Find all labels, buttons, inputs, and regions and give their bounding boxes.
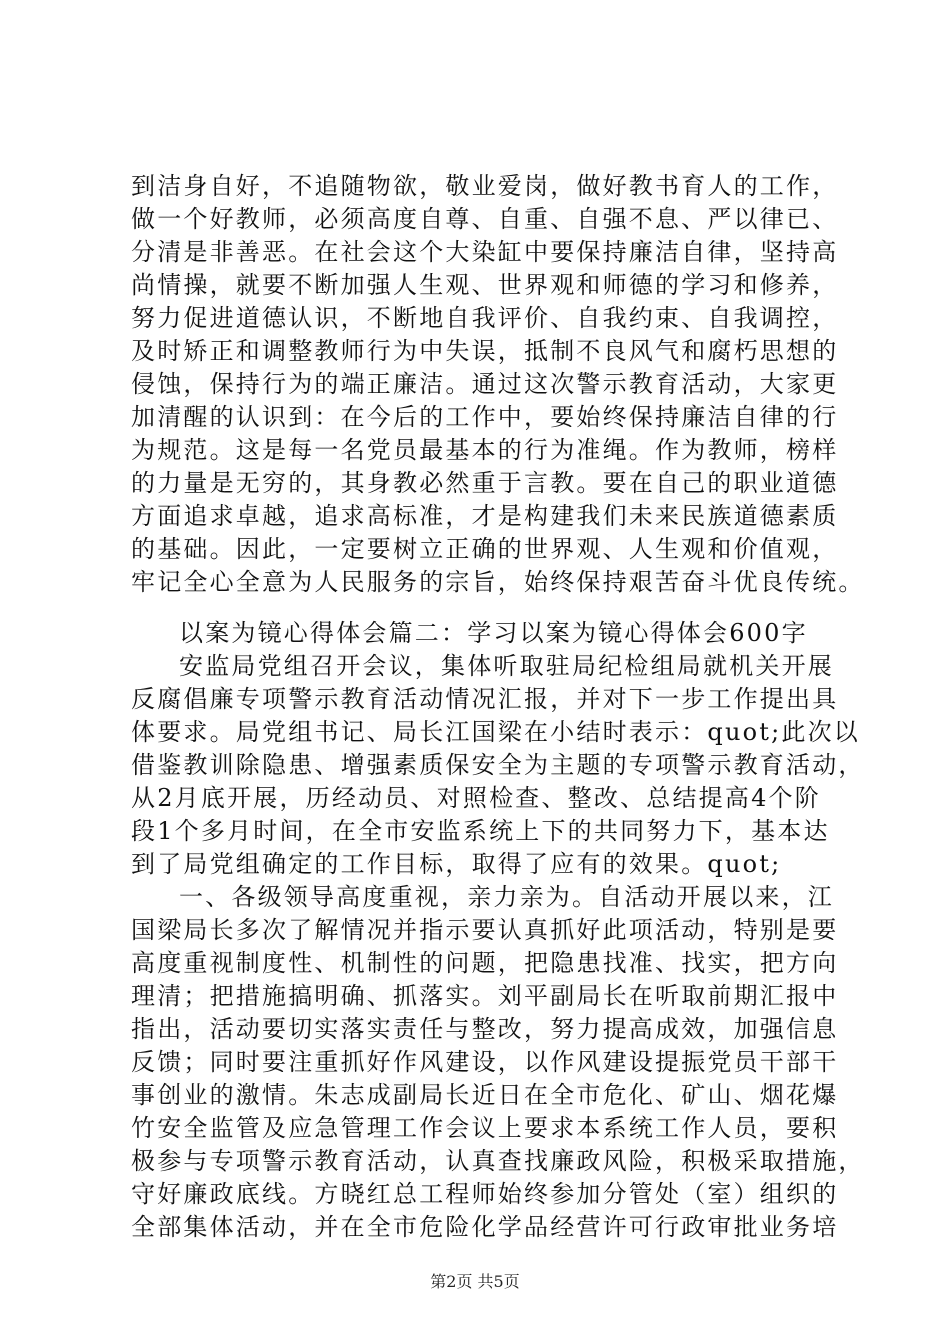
text-line: 极参与专项警示教育活动，认真查找廉政风险，积极采取措施，: [131, 1147, 865, 1175]
text-line: 反馈；同时要注重抓好作风建设，以作风建设提振党员干部干: [131, 1048, 839, 1076]
text-line: 全部集体活动，并在全市危险化学品经营许可行政审批业务培: [131, 1213, 839, 1241]
text-line: 守好廉政底线。方晓红总工程师始终参加分管处（室）组织的: [131, 1180, 839, 1208]
section-title: 以案为镜心得体会篇二：学习以案为镜心得体会600字: [179, 619, 808, 647]
text-line: 侵蚀，保持行为的端正廉洁。通过这次警示教育活动，大家更: [131, 370, 839, 398]
paragraph-gap: [131, 599, 831, 617]
text-line: 尚情操，就要不断加强人生观、世界观和师德的学习和修养，: [131, 271, 839, 299]
text-line: 理清；把措施搞明确、抓落实。刘平副局长在听取前期汇报中: [131, 982, 839, 1010]
text-line: 及时矫正和调整教师行为中失误，抵制不良风气和腐朽思想的: [131, 337, 839, 365]
text-line: 国梁局长多次了解情况并指示要认真抓好此项活动，特别是要: [131, 916, 839, 944]
text-line: 事创业的激情。朱志成副局长近日在全市危化、矿山、烟花爆: [131, 1081, 839, 1109]
text-line: 指出，活动要切实落实责任与整改，努力提高成效，加强信息: [131, 1015, 839, 1043]
text-line: 加清醒的认识到：在今后的工作中，要始终保持廉洁自律的行: [131, 403, 839, 431]
text-line: 到洁身自好，不追随物欲，敬业爱岗，做好教书育人的工作，: [131, 172, 839, 200]
text-line: 分清是非善恶。在社会这个大染缸中要保持廉洁自律，坚持高: [131, 238, 839, 266]
text-line: 竹安全监管及应急管理工作会议上要求本系统工作人员，要积: [131, 1114, 839, 1142]
text-line: 反腐倡廉专项警示教育活动情况汇报，并对下一步工作提出具: [131, 685, 839, 713]
text-line: 段1个多月时间，在全市安监系统上下的共同努力下，基本达: [131, 817, 830, 845]
text-line: 方面追求卓越，追求高标准，才是构建我们未来民族道德素质: [131, 502, 839, 530]
text-line: 的基础。因此，一定要树立正确的世界观、人生观和价值观，: [131, 535, 839, 563]
text-line: 从2月底开展，历经动员、对照检查、整改、总结提高4个阶: [131, 784, 821, 812]
paragraph-3: [131, 881, 865, 1244]
text-line: 做一个好教师，必须高度自尊、自重、自强不息、严以律已、: [131, 205, 839, 233]
text-line: 牢记全心全意为人民服务的宗旨，始终保持艰苦奋斗优良传统。: [131, 568, 865, 596]
paragraph-2: [131, 650, 865, 881]
paragraph-1: [131, 170, 865, 599]
text-line: 安监局党组召开会议，集体听取驻局纪检组局就机关开展: [179, 652, 834, 680]
text-line: 为规范。这是每一名党员最基本的行为准绳。作为教师，榜样: [131, 436, 839, 464]
text-line: 努力促进道德认识，不断地自我评价、自我约束、自我调控，: [131, 304, 839, 332]
text-line: 一、各级领导高度重视，亲力亲为。自活动开展以来，江: [179, 883, 834, 911]
text-line: 体要求。局党组书记、局长江国梁在小结时表示：quot;此次以: [131, 718, 860, 746]
text-line: 的力量是无穷的，其身教必然重于言教。要在自己的职业道德: [131, 469, 839, 497]
text-line: 高度重视制度性、机制性的问题，把隐患找准、找实，把方向: [131, 949, 839, 977]
text-line: 借鉴教训除隐患、增强素质保安全为主题的专项警示教育活动，: [131, 751, 865, 779]
page-number-footer: 第2页 共5页: [430, 1272, 520, 1291]
document-body: [131, 170, 865, 1244]
text-line: 到了局党组确定的工作目标，取得了应有的效果。quot;: [131, 850, 782, 878]
